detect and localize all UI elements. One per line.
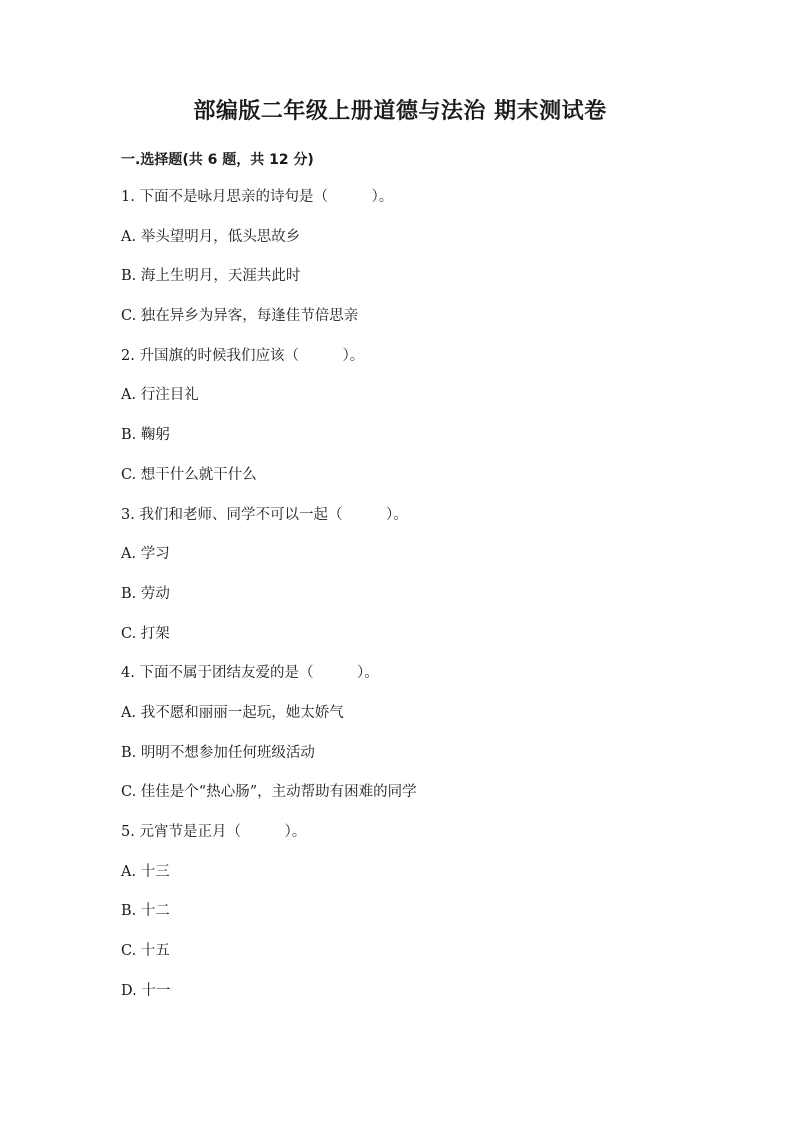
question-5-option-d: D. 十一	[121, 982, 171, 999]
question-4-stem: 4. 下面不属于团结友爱的是（ ）。	[121, 665, 379, 682]
page-title: 部编版二年级上册道德与法治 期末测试卷	[193, 99, 607, 124]
question-1-option-c: C. 独在异乡为异客，每逢佳节倍思亲	[121, 308, 359, 325]
question-3-option-c: C. 打架	[121, 625, 170, 642]
question-2-stem: 2. 升国旗的时候我们应该（ ）。	[121, 347, 365, 364]
question-5-option-c: C. 十五	[121, 943, 170, 960]
question-4-option-c: C. 佳佳是个“热心肠”，主动帮助有困难的同学	[121, 784, 417, 801]
question-3-option-a: A. 学习	[121, 546, 170, 563]
question-5-option-b: B. 十二	[121, 903, 170, 920]
question-4-option-a: A. 我不愿和丽丽一起玩，她太娇气	[121, 704, 344, 721]
question-1-stem: 1. 下面不是咏月思亲的诗句是（ ）。	[121, 189, 394, 205]
question-1-option-a: A. 举头望明月，低头思故乡	[121, 228, 301, 245]
question-5-stem: 5. 元宵节是正月（ ）。	[121, 824, 307, 840]
question-3-option-b: B. 劳动	[121, 585, 170, 602]
question-3-stem: 3. 我们和老师、同学不可以一起（ ）。	[121, 506, 408, 523]
question-5-option-a: A. 十三	[121, 863, 170, 880]
question-4-option-b: B. 明明不想参加任何班级活动	[121, 744, 315, 761]
question-2-option-b: B. 鞠躬	[121, 427, 170, 444]
question-1-option-b: B. 海上生明月，天涯共此时	[121, 268, 301, 285]
section-heading: 一.选择题(共 6 题，共 12 分)	[121, 152, 314, 168]
question-2-option-a: A. 行注目礼	[121, 387, 199, 404]
question-list	[121, 186, 741, 1019]
question-2-option-c: C. 想干什么就干什么	[121, 466, 257, 483]
